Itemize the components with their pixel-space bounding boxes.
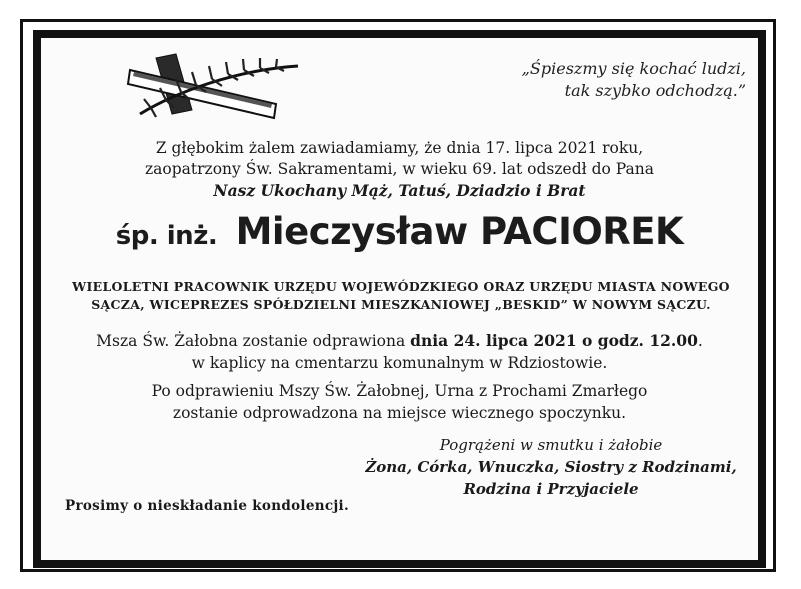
mourners-intro: Pogrążeni w smutku i żałobie <box>439 436 663 454</box>
name-prefix: śp. inż. <box>115 221 218 251</box>
intro-relation-line: Nasz Ukochany Mąż, Tatuś, Dziadzio i Brat <box>213 181 586 200</box>
mourners-signature <box>341 434 761 500</box>
burial-line: zostanie odprowadzona na miejsce wiecznego spoczynku. <box>172 404 627 422</box>
burial-line: Po odprawieniu Mszy Św. Żałobnej, Urna z Prochami Zmarłego <box>151 382 648 400</box>
career-line: SĄCZA, WICEPREZES SPÓŁDZIELNI MIESZKANIOWEJ „BESKID” W NOWYM SĄCZU. <box>91 297 711 312</box>
motto-line: tak szybko odchodzą.” <box>564 81 746 100</box>
mass-text: Msza Św. Żałobna zostanie odprawiona <box>96 332 411 350</box>
career-description <box>61 278 741 314</box>
burial-info <box>41 380 758 424</box>
obituary-card <box>33 30 766 568</box>
mass-text-end: . <box>697 332 703 350</box>
announcement-intro <box>41 138 758 201</box>
mass-line <box>41 330 758 352</box>
deceased-name-heading <box>41 210 758 253</box>
motto-quote <box>522 58 746 102</box>
mourners-family: Żona, Córka, Wnuczka, Siostry z Rodzinami, <box>365 458 737 476</box>
motto-line: „Śpieszmy się kochać ludzi, <box>521 59 746 78</box>
intro-line: Z głębokim żalem zawiadamiamy, że dnia 17. lipca 2021 roku, <box>155 139 644 157</box>
career-line: WIELOLETNI PRACOWNIK URZĘDU WOJEWÓDZKIEGO ORAZ URZĘDU MIASTA NOWEGO <box>72 279 730 294</box>
deceased-name: Mieczysław PACIOREK <box>235 210 684 253</box>
mourners-family: Rodzina i Przyjaciele <box>463 480 639 498</box>
cross-with-palm-icon <box>126 52 306 122</box>
mass-date-time: dnia 24. lipca 2021 o godz. 12.00 <box>410 331 698 350</box>
mass-location: w kaplicy na cmentarzu komunalnym w Rdziostowie. <box>191 354 608 372</box>
intro-line: zaopatrzony Św. Sakramentami, w wieku 69. lat odszedł do Pana <box>145 160 654 178</box>
funeral-mass-info <box>41 330 758 374</box>
condolences-note: Prosimy o nieskładanie kondolencji. <box>65 498 349 514</box>
